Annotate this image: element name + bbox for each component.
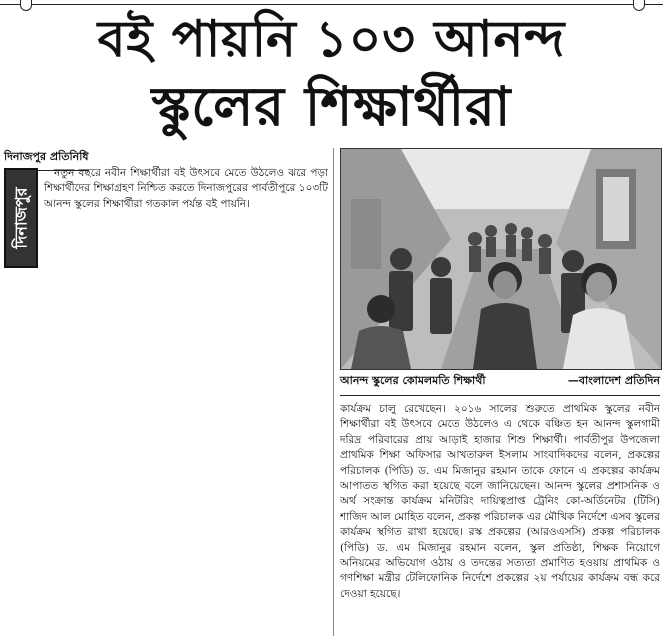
- top-rule-notch-right: [633, 0, 645, 11]
- byline: দিনাজপুর প্রতিনিধি: [4, 148, 89, 171]
- photo-credit: —বাংলাদেশ প্রতিদিন: [567, 374, 660, 387]
- top-rule-notch-left: [20, 0, 32, 11]
- headline-line-2: স্কুলের শিক্ষার্থীরা: [151, 75, 512, 138]
- photo-caption-row: [340, 372, 660, 396]
- article-column-right: [340, 402, 660, 636]
- photo-caption: আনন্দ স্কুলের কোমলমতি শিক্ষার্থী: [340, 374, 486, 387]
- top-rule: [0, 0, 663, 10]
- top-rule-line: [0, 4, 663, 5]
- headline-line-1: বই পায়নি ১০৩ আনন্দ: [97, 10, 566, 68]
- article-column-left: [4, 166, 328, 636]
- news-photo: [340, 148, 662, 370]
- photo-school-children: [341, 149, 661, 369]
- dateline-badge: [4, 168, 38, 268]
- dateline-text: দিনাজপুর: [11, 187, 31, 249]
- paragraph-left-1: নতুন বছরে নবীন শিক্ষার্থীরা বই উৎসবে মেতে উঠলেও ঝরে পড়া শিক্ষার্থীদের শিক্ষাগ্রহণ নিশ্চিত করতে দিনাজপুরের পার্বতীপুরে ১০৩টি আনন্দ স্কুলের শিক্ষার্থীরা গতকাল পর্যন্ত বই পায়নি।: [44, 167, 328, 210]
- paragraph-right-1: কার্যক্রম চালু রেখেছেন। ২০১৬ সালের শুরুতে প্রাথমিক স্কুলের নবীন শিক্ষার্থীরা বই উৎসবে মেতে উঠলেও এ থেকে বঞ্চিত হন আনন্দ স্কুলগামী দরিদ্র পরিবারের প্রায় আড়াই হাজার শিশু শিক্ষার্থী। পার্বতীপুর উপজেলা প্রাথমিক শিক্ষা অফিসার আখতারুল ইসলাম সাংবাদিকদের বলেন, প্রকল্পের পরিচালক (পিডি) ড. এম মিজানুর রহমান তাকে ফোনে এ প্রকল্পের কার্যক্রম আপাতত স্থগিত করা হয়েছে বলে জানিয়েছেন। আনন্দ স্কুলের প্রশাসনিক ও অর্থ সংক্রান্ত কার্যক্রম মনিটরিং দায়িত্বপ্রাপ্ত ট্রেনিং কো-অর্ডিনেটর (টিসি) শাজিদ আল মোহিত বলেন, প্রকল্প পরিচালক এর মৌখিক নির্দেশে এসব স্কুলের কার্যক্রম স্থগিত রাখা হয়েছে। রস্ক প্রকল্পের (আরওএসসি) প্রকল্প পরিচালক (পিডি) ড. এম মিজানুর রহমান বলেন, স্কুল প্রতিষ্ঠা, শিক্ষক নিয়োগে অনিয়মের অভিযোগ ওঠায় ও তদন্তের সত্যতা প্রমাণিত হওয়ায় প্রাথমিক ও গণশিক্ষা মন্ত্রীর টেলিফোনিক নির্দেশে প্রকল্পের ২য় পর্যায়ের কার্যক্রম বন্ধ করে দেওয়া হয়েছে।: [340, 403, 660, 600]
- column-divider: [333, 148, 334, 636]
